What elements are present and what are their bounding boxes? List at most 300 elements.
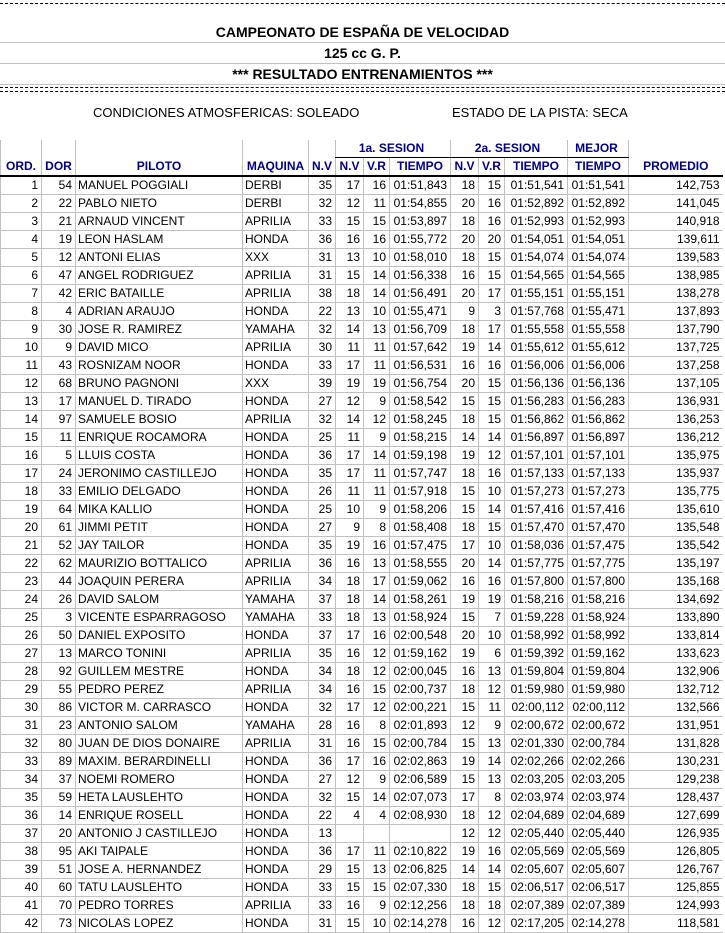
cell-s1-tiempo xyxy=(390,825,451,843)
cell-maquina: APRILIA xyxy=(243,645,309,663)
cell-s1-vr: 9 xyxy=(364,501,390,519)
cell-s2-vr: 12 xyxy=(479,681,505,699)
cell-maquina: HONDA xyxy=(243,663,309,681)
cell-s2-tiempo: 02:05,607 xyxy=(505,861,568,879)
cell-best-tiempo: 01:57,470 xyxy=(568,519,629,537)
cell-best-tiempo: 02:05,569 xyxy=(568,843,629,861)
cell-s2-vr: 15 xyxy=(479,411,505,429)
cell-s1-vr: 15 xyxy=(364,213,390,231)
blank-header xyxy=(1,140,42,158)
cell-s2-tiempo: 02:00,112 xyxy=(505,699,568,717)
cell-s1-vr: 13 xyxy=(364,609,390,627)
cell-best-tiempo: 02:03,205 xyxy=(568,771,629,789)
cell-s1-tiempo: 02:06,825 xyxy=(390,861,451,879)
cell-piloto: JUAN DE DIOS DONAIRE xyxy=(76,735,243,753)
col-s2-nv-header: N.V xyxy=(451,158,479,177)
cell-ord: 10 xyxy=(1,339,42,357)
cell-promedio: 138,278 xyxy=(629,285,723,303)
cell-s1-nv: 15 xyxy=(336,213,364,231)
table-row xyxy=(1,879,723,897)
cell-piloto: ANTONI ELIAS xyxy=(76,249,243,267)
cell-s1-vr: 14 xyxy=(364,447,390,465)
cell-s2-tiempo: 02:06,517 xyxy=(505,879,568,897)
cell-best-tiempo: 02:00,784 xyxy=(568,735,629,753)
cell-promedio: 131,828 xyxy=(629,735,723,753)
cell-s1-tiempo: 02:08,930 xyxy=(390,807,451,825)
table-row xyxy=(1,519,723,537)
cell-s2-tiempo: 01:56,136 xyxy=(505,375,568,393)
cell-s2-nv: 15 xyxy=(451,735,479,753)
cell-nv: 25 xyxy=(309,429,336,447)
cell-s2-tiempo: 01:52,993 xyxy=(505,213,568,231)
cell-s1-vr: 11 xyxy=(364,483,390,501)
cell-s2-tiempo: 01:57,273 xyxy=(505,483,568,501)
cell-nv: 33 xyxy=(309,609,336,627)
blank-header xyxy=(629,140,723,158)
cell-maquina: APRILIA xyxy=(243,267,309,285)
cell-s2-vr: 17 xyxy=(479,285,505,303)
cell-best-tiempo: 01:59,804 xyxy=(568,663,629,681)
cell-s1-vr: 13 xyxy=(364,861,390,879)
cell-s2-nv: 19 xyxy=(451,843,479,861)
cell-nv: 35 xyxy=(309,537,336,555)
cell-maquina: YAMAHA xyxy=(243,609,309,627)
cell-s2-vr: 14 xyxy=(479,501,505,519)
cell-dor: 64 xyxy=(42,501,76,519)
cell-s2-nv: 18 xyxy=(451,465,479,483)
cell-promedio: 136,212 xyxy=(629,429,723,447)
cell-dor: 23 xyxy=(42,717,76,735)
cell-best-tiempo: 01:54,565 xyxy=(568,267,629,285)
cell-maquina: HONDA xyxy=(243,699,309,717)
cell-maquina: HONDA xyxy=(243,879,309,897)
cell-s1-nv: 17 xyxy=(336,699,364,717)
cell-nv: 27 xyxy=(309,519,336,537)
cell-ord: 14 xyxy=(1,411,42,429)
cell-promedio: 136,253 xyxy=(629,411,723,429)
cell-s2-vr: 12 xyxy=(479,807,505,825)
cell-piloto: DAVID SALOM xyxy=(76,591,243,609)
table-row xyxy=(1,735,723,753)
cell-s2-nv: 18 xyxy=(451,176,479,195)
cell-dor: 20 xyxy=(42,825,76,843)
cell-s1-vr: 14 xyxy=(364,591,390,609)
table-row xyxy=(1,699,723,717)
cell-dor: 14 xyxy=(42,807,76,825)
cell-s1-tiempo: 02:00,221 xyxy=(390,699,451,717)
cell-s2-vr: 15 xyxy=(479,267,505,285)
cell-promedio: 135,548 xyxy=(629,519,723,537)
cell-s1-nv: 18 xyxy=(336,609,364,627)
cell-nv: 37 xyxy=(309,627,336,645)
cell-promedio: 137,790 xyxy=(629,321,723,339)
cell-promedio: 129,238 xyxy=(629,771,723,789)
cell-s1-nv xyxy=(336,825,364,843)
cell-dor: 52 xyxy=(42,537,76,555)
table-row xyxy=(1,789,723,807)
cell-s1-tiempo: 01:54,855 xyxy=(390,195,451,213)
cell-ord: 31 xyxy=(1,717,42,735)
cell-nv: 35 xyxy=(309,176,336,195)
best-header-top: MEJOR xyxy=(568,140,629,158)
cell-nv: 36 xyxy=(309,555,336,573)
cell-ord: 29 xyxy=(1,681,42,699)
cell-s1-tiempo: 01:57,918 xyxy=(390,483,451,501)
cell-nv: 39 xyxy=(309,375,336,393)
cell-s2-tiempo: 01:59,228 xyxy=(505,609,568,627)
cell-s2-tiempo: 02:03,205 xyxy=(505,771,568,789)
cell-piloto: ROSNIZAM NOOR xyxy=(76,357,243,375)
cell-maquina: HONDA xyxy=(243,753,309,771)
cell-s1-tiempo: 02:07,330 xyxy=(390,879,451,897)
cell-s2-vr: 13 xyxy=(479,663,505,681)
cell-s1-tiempo: 01:53,897 xyxy=(390,213,451,231)
cell-dor: 17 xyxy=(42,393,76,411)
cell-dor: 43 xyxy=(42,357,76,375)
cell-s2-nv: 16 xyxy=(451,357,479,375)
cell-s1-vr: 4 xyxy=(364,807,390,825)
cell-s2-nv: 18 xyxy=(451,879,479,897)
table-row xyxy=(1,825,723,843)
blank-header xyxy=(309,140,336,158)
cell-s2-tiempo: 02:01,330 xyxy=(505,735,568,753)
cell-s1-vr: 9 xyxy=(364,429,390,447)
cell-nv: 27 xyxy=(309,771,336,789)
cell-s2-vr: 16 xyxy=(479,843,505,861)
cell-promedio: 135,975 xyxy=(629,447,723,465)
cell-s2-vr: 15 xyxy=(479,375,505,393)
cell-piloto: JAY TAILOR xyxy=(76,537,243,555)
cell-nv: 31 xyxy=(309,249,336,267)
cell-s2-tiempo: 01:58,216 xyxy=(505,591,568,609)
cell-nv: 26 xyxy=(309,483,336,501)
cell-nv: 32 xyxy=(309,411,336,429)
cell-piloto: MANUEL D. TIRADO xyxy=(76,393,243,411)
cell-maquina: HONDA xyxy=(243,807,309,825)
cell-s2-nv: 16 xyxy=(451,573,479,591)
cell-maquina: HONDA xyxy=(243,843,309,861)
cell-s1-nv: 16 xyxy=(336,681,364,699)
blank-header xyxy=(42,140,76,158)
cell-s1-vr: 13 xyxy=(364,555,390,573)
cell-ord: 37 xyxy=(1,825,42,843)
cell-dor: 51 xyxy=(42,861,76,879)
cell-nv: 35 xyxy=(309,465,336,483)
cell-s2-tiempo: 01:58,036 xyxy=(505,537,568,555)
cell-s2-nv: 20 xyxy=(451,375,479,393)
cell-s1-tiempo: 01:56,338 xyxy=(390,267,451,285)
cell-best-tiempo: 01:56,897 xyxy=(568,429,629,447)
cell-nv: 22 xyxy=(309,303,336,321)
cell-promedio: 131,951 xyxy=(629,717,723,735)
cell-s2-nv: 18 xyxy=(451,519,479,537)
cell-s1-tiempo: 02:14,278 xyxy=(390,915,451,933)
cell-s2-vr: 16 xyxy=(479,357,505,375)
cell-s2-nv: 12 xyxy=(451,825,479,843)
cell-promedio: 125,855 xyxy=(629,879,723,897)
cell-best-tiempo: 02:02,266 xyxy=(568,753,629,771)
cell-ord: 20 xyxy=(1,519,42,537)
cell-s2-vr: 16 xyxy=(479,573,505,591)
table-row xyxy=(1,447,723,465)
championship-title: CAMPEONATO DE ESPAÑA DE VELOCIDAD xyxy=(0,22,725,43)
cell-promedio: 126,767 xyxy=(629,861,723,879)
cell-nv: 31 xyxy=(309,267,336,285)
cell-promedio: 136,931 xyxy=(629,393,723,411)
cell-maquina: YAMAHA xyxy=(243,591,309,609)
cell-s1-tiempo: 01:59,198 xyxy=(390,447,451,465)
cell-s1-tiempo: 02:07,073 xyxy=(390,789,451,807)
cell-s2-vr: 12 xyxy=(479,825,505,843)
cell-maquina: XXX xyxy=(243,249,309,267)
cell-ord: 32 xyxy=(1,735,42,753)
cell-dor: 30 xyxy=(42,321,76,339)
cell-s2-tiempo: 01:59,392 xyxy=(505,645,568,663)
cell-maquina: HONDA xyxy=(243,429,309,447)
cell-s1-tiempo: 01:58,215 xyxy=(390,429,451,447)
cell-piloto: NOEMI ROMERO xyxy=(76,771,243,789)
cell-s1-nv: 14 xyxy=(336,321,364,339)
cell-s2-tiempo: 01:55,558 xyxy=(505,321,568,339)
cell-best-tiempo: 01:57,416 xyxy=(568,501,629,519)
cell-nv: 35 xyxy=(309,645,336,663)
cell-dor: 37 xyxy=(42,771,76,789)
cell-maquina: HONDA xyxy=(243,483,309,501)
cell-promedio: 118,581 xyxy=(629,915,723,933)
cell-s2-vr: 16 xyxy=(479,213,505,231)
mid-dashed-rule xyxy=(0,87,725,88)
cell-s1-tiempo: 02:01,893 xyxy=(390,717,451,735)
cell-s1-tiempo: 01:57,642 xyxy=(390,339,451,357)
cell-piloto: VICENTE ESPARRAGOSO xyxy=(76,609,243,627)
cell-maquina: HONDA xyxy=(243,789,309,807)
cell-piloto: GUILLEM MESTRE xyxy=(76,663,243,681)
cell-s1-nv: 16 xyxy=(336,555,364,573)
cell-s2-nv: 19 xyxy=(451,447,479,465)
cell-promedio: 135,197 xyxy=(629,555,723,573)
cell-s1-tiempo: 01:58,555 xyxy=(390,555,451,573)
cell-s2-nv: 15 xyxy=(451,609,479,627)
cell-maquina: DERBI xyxy=(243,176,309,195)
cell-s1-vr: 10 xyxy=(364,249,390,267)
cell-s1-vr: 13 xyxy=(364,321,390,339)
cell-ord: 34 xyxy=(1,771,42,789)
cell-dor: 70 xyxy=(42,897,76,915)
cell-ord: 21 xyxy=(1,537,42,555)
cell-s1-vr: 16 xyxy=(364,537,390,555)
cell-promedio: 133,890 xyxy=(629,609,723,627)
cell-s1-vr: 11 xyxy=(364,843,390,861)
cell-ord: 15 xyxy=(1,429,42,447)
cell-s1-tiempo: 01:56,709 xyxy=(390,321,451,339)
cell-s2-vr: 17 xyxy=(479,321,505,339)
table-row xyxy=(1,213,723,231)
cell-s1-tiempo: 01:58,542 xyxy=(390,393,451,411)
cell-maquina: HONDA xyxy=(243,501,309,519)
cell-s2-nv: 16 xyxy=(451,915,479,933)
cell-ord: 11 xyxy=(1,357,42,375)
cell-dor: 33 xyxy=(42,483,76,501)
cell-s1-nv: 16 xyxy=(336,717,364,735)
table-row xyxy=(1,717,723,735)
cell-dor: 26 xyxy=(42,591,76,609)
cell-s2-vr: 14 xyxy=(479,339,505,357)
cell-piloto: JERONIMO CASTILLEJO xyxy=(76,465,243,483)
cell-s1-nv: 15 xyxy=(336,267,364,285)
cell-s1-nv: 17 xyxy=(336,176,364,195)
cell-s1-vr: 14 xyxy=(364,267,390,285)
cell-piloto: DAVID MICO xyxy=(76,339,243,357)
cell-s2-vr: 12 xyxy=(479,915,505,933)
cell-s1-vr: 15 xyxy=(364,681,390,699)
cell-piloto: ADRIAN ARAUJO xyxy=(76,303,243,321)
cell-piloto: AKI TAIPALE xyxy=(76,843,243,861)
cell-s2-nv: 15 xyxy=(451,483,479,501)
cell-s1-nv: 18 xyxy=(336,591,364,609)
cell-ord: 27 xyxy=(1,645,42,663)
cell-s1-vr: 11 xyxy=(364,195,390,213)
cell-s2-tiempo: 02:00,672 xyxy=(505,717,568,735)
cell-ord: 40 xyxy=(1,879,42,897)
cell-piloto: VICTOR M. CARRASCO xyxy=(76,699,243,717)
cell-s1-vr: 15 xyxy=(364,735,390,753)
cell-maquina: HONDA xyxy=(243,861,309,879)
cell-promedio: 126,935 xyxy=(629,825,723,843)
cell-dor: 55 xyxy=(42,681,76,699)
cell-s2-nv: 19 xyxy=(451,339,479,357)
cell-nv: 33 xyxy=(309,879,336,897)
cell-s2-vr: 14 xyxy=(479,753,505,771)
cell-s1-vr: 12 xyxy=(364,411,390,429)
table-row xyxy=(1,627,723,645)
table-row xyxy=(1,249,723,267)
cell-best-tiempo: 01:55,151 xyxy=(568,285,629,303)
table-row xyxy=(1,465,723,483)
cell-s2-nv: 20 xyxy=(451,285,479,303)
cell-s2-vr: 15 xyxy=(479,176,505,195)
cell-s1-tiempo: 02:00,737 xyxy=(390,681,451,699)
cell-s1-nv: 18 xyxy=(336,573,364,591)
cell-s1-nv: 12 xyxy=(336,771,364,789)
cell-promedio: 135,542 xyxy=(629,537,723,555)
cell-s2-vr: 15 xyxy=(479,879,505,897)
cell-best-tiempo: 01:56,006 xyxy=(568,357,629,375)
cell-best-tiempo: 01:55,471 xyxy=(568,303,629,321)
cell-s2-vr: 9 xyxy=(479,717,505,735)
cell-nv: 30 xyxy=(309,339,336,357)
cell-s1-tiempo: 01:58,206 xyxy=(390,501,451,519)
cell-s2-vr: 14 xyxy=(479,555,505,573)
cell-s1-nv: 17 xyxy=(336,447,364,465)
cell-maquina: HONDA xyxy=(243,465,309,483)
cell-s2-tiempo: 01:56,862 xyxy=(505,411,568,429)
table-row xyxy=(1,176,723,195)
cell-best-tiempo: 01:56,283 xyxy=(568,393,629,411)
cell-s1-nv: 19 xyxy=(336,537,364,555)
cell-dor: 60 xyxy=(42,879,76,897)
cell-dor: 24 xyxy=(42,465,76,483)
cell-dor: 86 xyxy=(42,699,76,717)
track-conditions: ESTADO DE LA PISTA: SECA xyxy=(452,105,628,120)
cell-s2-vr: 6 xyxy=(479,645,505,663)
cell-best-tiempo: 02:00,672 xyxy=(568,717,629,735)
cell-s1-tiempo: 01:51,843 xyxy=(390,176,451,195)
cell-s1-nv: 9 xyxy=(336,519,364,537)
header-row-top xyxy=(1,140,723,158)
cell-best-tiempo: 01:56,136 xyxy=(568,375,629,393)
top-dashed-rule xyxy=(0,3,725,4)
cell-s2-tiempo: 01:57,133 xyxy=(505,465,568,483)
cell-s2-tiempo: 02:04,689 xyxy=(505,807,568,825)
cell-promedio: 127,699 xyxy=(629,807,723,825)
cell-ord: 7 xyxy=(1,285,42,303)
cell-s1-tiempo: 01:59,062 xyxy=(390,573,451,591)
cell-s2-vr: 7 xyxy=(479,609,505,627)
cell-maquina: XXX xyxy=(243,375,309,393)
cell-maquina: YAMAHA xyxy=(243,321,309,339)
cell-nv: 38 xyxy=(309,285,336,303)
cell-s1-nv: 15 xyxy=(336,879,364,897)
cell-nv: 36 xyxy=(309,231,336,249)
cell-s2-nv: 18 xyxy=(451,213,479,231)
cell-s2-vr: 14 xyxy=(479,861,505,879)
cell-s2-vr: 10 xyxy=(479,537,505,555)
cell-best-tiempo: 01:58,216 xyxy=(568,591,629,609)
cell-s1-vr: 14 xyxy=(364,789,390,807)
table-row xyxy=(1,537,723,555)
cell-promedio: 132,712 xyxy=(629,681,723,699)
cell-s1-nv: 4 xyxy=(336,807,364,825)
cell-s2-vr: 19 xyxy=(479,591,505,609)
cell-piloto: ANTONIO SALOM xyxy=(76,717,243,735)
cell-s1-vr: 9 xyxy=(364,771,390,789)
cell-s1-tiempo: 02:10,822 xyxy=(390,843,451,861)
col-s2-tiempo-header: TIEMPO xyxy=(505,158,568,177)
cell-s1-nv: 14 xyxy=(336,411,364,429)
cell-promedio: 137,105 xyxy=(629,375,723,393)
cell-s2-tiempo: 01:54,565 xyxy=(505,267,568,285)
cell-promedio: 135,775 xyxy=(629,483,723,501)
cell-s1-vr xyxy=(364,825,390,843)
table-row xyxy=(1,231,723,249)
cell-s1-tiempo: 02:06,589 xyxy=(390,771,451,789)
cell-ord: 33 xyxy=(1,753,42,771)
cell-best-tiempo: 02:03,974 xyxy=(568,789,629,807)
cell-s2-nv: 19 xyxy=(451,645,479,663)
cell-ord: 4 xyxy=(1,231,42,249)
cell-s2-tiempo: 01:57,768 xyxy=(505,303,568,321)
cell-s1-tiempo: 01:56,491 xyxy=(390,285,451,303)
cell-best-tiempo: 01:58,992 xyxy=(568,627,629,645)
cell-promedio: 137,725 xyxy=(629,339,723,357)
cell-s2-tiempo: 01:55,151 xyxy=(505,285,568,303)
cell-s1-tiempo: 01:58,010 xyxy=(390,249,451,267)
cell-promedio: 139,583 xyxy=(629,249,723,267)
cell-nv: 36 xyxy=(309,447,336,465)
cell-s2-vr: 15 xyxy=(479,519,505,537)
cell-promedio: 139,611 xyxy=(629,231,723,249)
cell-s1-nv: 17 xyxy=(336,753,364,771)
cell-s1-nv: 15 xyxy=(336,915,364,933)
cell-best-tiempo: 02:05,440 xyxy=(568,825,629,843)
cell-dor: 9 xyxy=(42,339,76,357)
cell-piloto: ANTONIO J CASTILLEJO xyxy=(76,825,243,843)
col-nv-header: N.V xyxy=(309,158,336,177)
cell-piloto: PEDRO PEREZ xyxy=(76,681,243,699)
cell-promedio: 135,937 xyxy=(629,465,723,483)
cell-s1-nv: 12 xyxy=(336,195,364,213)
cell-s1-nv: 19 xyxy=(336,375,364,393)
